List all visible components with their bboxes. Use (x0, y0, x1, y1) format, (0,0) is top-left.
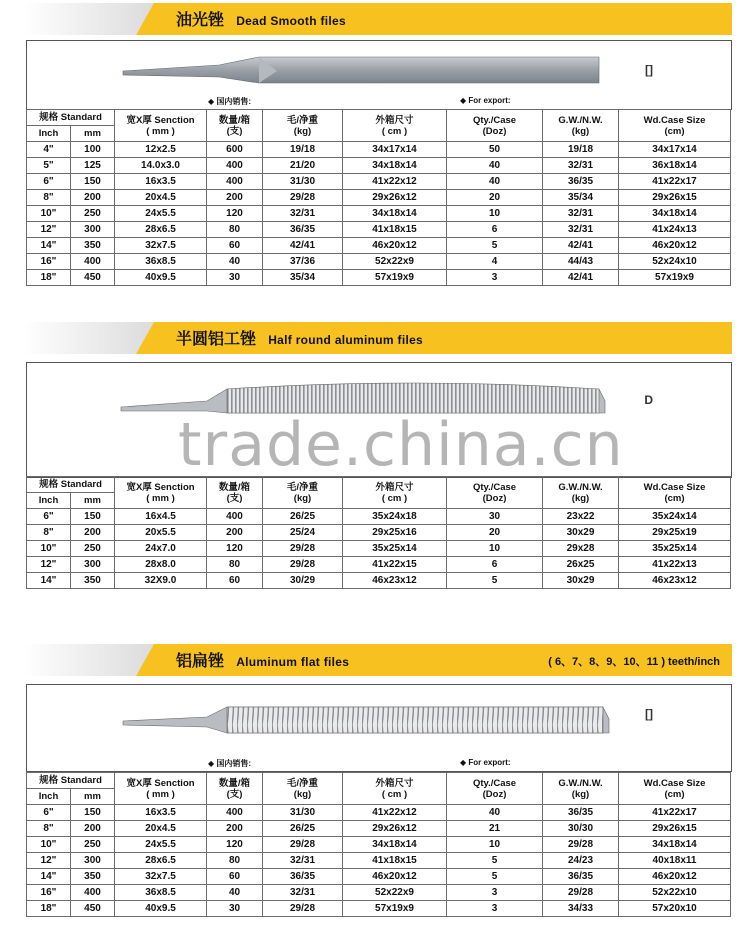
section-title (176, 8, 346, 32)
section-title-en: Dead Smooth files (236, 14, 346, 28)
table-cell: 19/18 (263, 142, 343, 158)
table-cell: 32X9.0 (115, 573, 207, 589)
table-cell: 21/20 (263, 158, 343, 174)
table-cell: 29x26x15 (619, 190, 731, 206)
table-row (27, 869, 731, 885)
teeth-per-inch-note: ( 6、7、8、9、10、11 ) teeth/inch (548, 656, 720, 668)
column-header: 宽X厚 Senction ( mm ) (115, 773, 207, 805)
table-cell: 40 (447, 174, 543, 190)
table-cell: 12" (27, 222, 71, 238)
table-cell: 20x5.5 (115, 525, 207, 541)
table-cell: 200 (71, 190, 115, 206)
table-cell: 35x25x14 (343, 541, 447, 557)
table-cell: 30/30 (543, 821, 619, 837)
table-cell: 46x23x12 (343, 573, 447, 589)
table-cell: 30/29 (263, 573, 343, 589)
table-cell: 36/35 (263, 222, 343, 238)
table-cell: 36/35 (543, 869, 619, 885)
table-cell: 23x22 (543, 509, 619, 525)
table-cell: 29/28 (543, 837, 619, 853)
table-cell: 52x22x10 (619, 885, 731, 901)
column-header: G.W./N.W. (kg) (543, 773, 619, 805)
table-cell: 29x25x19 (619, 525, 731, 541)
column-header: Wd.Case Size (cm) (619, 110, 731, 142)
table-cell: 30 (207, 901, 263, 917)
table-cell: 16" (27, 254, 71, 270)
table-cell: 34x17x14 (343, 142, 447, 158)
spec-table-dead-smooth (26, 109, 731, 286)
domestic-label: ◆ 国内销售: (208, 759, 252, 768)
table-cell: 6 (447, 557, 543, 573)
watermark: trade.china.cn (178, 410, 624, 480)
table-cell: 6" (27, 805, 71, 821)
table-cell: 29x26x12 (343, 190, 447, 206)
table-cell: 46x20x12 (619, 238, 731, 254)
table-cell: 41x22x12 (343, 174, 447, 190)
table-cell: 35/34 (263, 270, 343, 286)
table-cell: 120 (207, 541, 263, 557)
table-cell: 16" (27, 885, 71, 901)
table-cell: 36x8.5 (115, 885, 207, 901)
table-cell: 34x18x14 (343, 837, 447, 853)
table-cell: 36/35 (263, 869, 343, 885)
table-cell: 40 (447, 805, 543, 821)
column-header: Qty./Case (Doz) (447, 110, 543, 142)
aluminum-flat-file-illustration (27, 685, 731, 771)
table-cell: 10 (447, 837, 543, 853)
table-cell: 5 (447, 573, 543, 589)
table-cell: 29x26x12 (343, 821, 447, 837)
table-cell: 21 (447, 821, 543, 837)
table-cell: 400 (71, 885, 115, 901)
table-row (27, 206, 731, 222)
table-cell: 6" (27, 174, 71, 190)
table-cell: 14" (27, 869, 71, 885)
table-cell: 8" (27, 190, 71, 206)
table-cell: 18" (27, 901, 71, 917)
column-header: 规格 Standard (27, 773, 115, 789)
spec-table-half-round (26, 476, 731, 589)
column-header: mm (71, 126, 115, 142)
section-title-zh: 半圆铝工锉 (176, 329, 257, 348)
product-image-aluminum-flat (26, 684, 732, 772)
table-row (27, 222, 731, 238)
table-cell: 28x6.5 (115, 853, 207, 869)
section-title-zh: 油光锉 (176, 10, 225, 29)
table-cell: 8" (27, 821, 71, 837)
table-cell: 26x25 (543, 557, 619, 573)
column-header: Wd.Case Size (cm) (619, 773, 731, 805)
table-row (27, 509, 731, 525)
table-cell: 400 (207, 174, 263, 190)
table-cell: 40 (207, 254, 263, 270)
table-cell: 6" (27, 509, 71, 525)
table-cell: 29/28 (263, 901, 343, 917)
half-round-file-illustration (27, 363, 731, 477)
table-cell: 29/28 (263, 190, 343, 206)
table-cell: 31/30 (263, 174, 343, 190)
table-cell: 5 (447, 853, 543, 869)
table-cell: 29x26x15 (619, 821, 731, 837)
table-cell: 52x22x9 (343, 254, 447, 270)
column-header: 规格 Standard (27, 110, 115, 126)
domestic-label: ◆ 国内销售: (208, 97, 252, 106)
product-image-half-round (26, 362, 732, 478)
table-cell: 40 (207, 885, 263, 901)
table-cell: 14" (27, 573, 71, 589)
table-cell: 24/23 (543, 853, 619, 869)
column-header: 规格 Standard (27, 477, 115, 493)
table-cell: 5 (447, 869, 543, 885)
table-row (27, 174, 731, 190)
table-cell: 42/41 (543, 238, 619, 254)
column-header: Inch (27, 126, 71, 142)
table-cell: 10 (447, 206, 543, 222)
table-cell: 5 (447, 238, 543, 254)
table-cell: 80 (207, 222, 263, 238)
table-cell: 32x7.5 (115, 238, 207, 254)
table-cell: 30 (207, 270, 263, 286)
table-cell: 16x4.5 (115, 509, 207, 525)
column-header: 外箱尺寸 ( cm ) (343, 477, 447, 509)
column-header: Inch (27, 789, 71, 805)
table-cell: 12x2.5 (115, 142, 207, 158)
table-cell: 450 (71, 901, 115, 917)
column-header: Inch (27, 493, 71, 509)
table-cell: 200 (71, 525, 115, 541)
column-header: Qty./Case (Doz) (447, 477, 543, 509)
table-cell: 41x18x15 (343, 853, 447, 869)
table-row (27, 885, 731, 901)
export-label: ◆ For export: (460, 96, 511, 105)
table-cell: 200 (207, 525, 263, 541)
table-cell: 6 (447, 222, 543, 238)
table-row (27, 270, 731, 286)
table-cell: 3 (447, 270, 543, 286)
table-cell: 100 (71, 142, 115, 158)
table-cell: 450 (71, 270, 115, 286)
table-row (27, 837, 731, 853)
section-title-zh: 铝扁锉 (176, 651, 225, 670)
table-cell: 32/31 (543, 158, 619, 174)
table-cell: 200 (71, 821, 115, 837)
table-cell: 32/31 (543, 222, 619, 238)
table-cell: 57x19x9 (343, 901, 447, 917)
table-cell: 36x18x14 (619, 158, 731, 174)
table-cell: 19/18 (543, 142, 619, 158)
table-cell: 250 (71, 206, 115, 222)
table-cell: 31/30 (263, 805, 343, 821)
table-cell: 200 (207, 821, 263, 837)
table-cell: 57x19x9 (343, 270, 447, 286)
table-cell: 29x25x16 (343, 525, 447, 541)
column-header: 数量/箱 (支) (207, 110, 263, 142)
table-cell: 50 (447, 142, 543, 158)
table-cell: 4 (447, 254, 543, 270)
column-header: Wd.Case Size (cm) (619, 477, 731, 509)
table-row (27, 901, 731, 917)
cross-section-icon: D (644, 393, 653, 407)
table-cell: 14.0x3.0 (115, 158, 207, 174)
table-cell: 28x8.0 (115, 557, 207, 573)
table-cell: 30x29 (543, 573, 619, 589)
column-header: G.W./N.W. (kg) (543, 110, 619, 142)
section-title-en: Half round aluminum files (268, 333, 424, 347)
table-cell: 24x5.5 (115, 837, 207, 853)
table-cell: 400 (207, 805, 263, 821)
table-cell: 10" (27, 837, 71, 853)
table-cell: 20 (447, 525, 543, 541)
table-cell: 20x4.5 (115, 190, 207, 206)
flat-file-illustration (27, 41, 731, 109)
table-cell: 57x19x9 (619, 270, 731, 286)
table-cell: 60 (207, 238, 263, 254)
column-header: Qty./Case (Doz) (447, 773, 543, 805)
table-cell: 24x7.0 (115, 541, 207, 557)
table-row (27, 541, 731, 557)
table-cell: 40x9.5 (115, 901, 207, 917)
column-header: G.W./N.W. (kg) (543, 477, 619, 509)
table-cell: 36/35 (543, 805, 619, 821)
table-cell: 57x20x10 (619, 901, 731, 917)
table-cell: 10" (27, 206, 71, 222)
table-cell: 26/25 (263, 509, 343, 525)
table-cell: 250 (71, 541, 115, 557)
table-cell: 20 (447, 190, 543, 206)
table-cell: 40 (447, 158, 543, 174)
table-cell: 29/28 (263, 837, 343, 853)
table-cell: 350 (71, 869, 115, 885)
column-header: 外箱尺寸 ( cm ) (343, 110, 447, 142)
table-cell: 8" (27, 525, 71, 541)
section-title (176, 327, 423, 351)
table-cell: 35x24x18 (343, 509, 447, 525)
table-row (27, 158, 731, 174)
table-row (27, 190, 731, 206)
table-cell: 18" (27, 270, 71, 286)
table-cell: 42/41 (543, 270, 619, 286)
table-cell: 10" (27, 541, 71, 557)
table-cell: 16x3.5 (115, 805, 207, 821)
table-cell: 29/28 (543, 885, 619, 901)
table-cell: 80 (207, 557, 263, 573)
section-header-aluminum-flat (24, 644, 732, 676)
table-cell: 150 (71, 174, 115, 190)
table-cell: 5" (27, 158, 71, 174)
column-header: 毛/净重 (kg) (263, 110, 343, 142)
section-header-half-round (24, 322, 732, 354)
table-row (27, 525, 731, 541)
table-cell: 300 (71, 557, 115, 573)
table-cell: 35x25x14 (619, 541, 731, 557)
table-cell: 44/43 (543, 254, 619, 270)
table-cell: 42/41 (263, 238, 343, 254)
table-cell: 46x23x12 (619, 573, 731, 589)
table-row (27, 557, 731, 573)
table-cell: 52x24x10 (619, 254, 731, 270)
table-row (27, 853, 731, 869)
table-cell: 29x28 (543, 541, 619, 557)
table-cell: 125 (71, 158, 115, 174)
table-cell: 32/31 (263, 206, 343, 222)
table-cell: 10 (447, 541, 543, 557)
table-cell: 24x5.5 (115, 206, 207, 222)
table-cell: 60 (207, 573, 263, 589)
table-cell: 34x18x14 (619, 206, 731, 222)
table-cell: 29/28 (263, 541, 343, 557)
table-cell: 300 (71, 853, 115, 869)
table-cell: 40x18x11 (619, 853, 731, 869)
table-cell: 41x22x13 (619, 557, 731, 573)
table-cell: 600 (207, 142, 263, 158)
table-cell: 26/25 (263, 821, 343, 837)
table-row (27, 238, 731, 254)
table-cell: 200 (207, 190, 263, 206)
cross-section-icon: [] (645, 707, 653, 721)
table-cell: 32/31 (263, 853, 343, 869)
table-cell: 120 (207, 206, 263, 222)
table-cell: 30x29 (543, 525, 619, 541)
table-cell: 34x17x14 (619, 142, 731, 158)
table-cell: 16x3.5 (115, 174, 207, 190)
section-header-dead-smooth (24, 3, 732, 35)
export-label: ◆ For export: (460, 758, 511, 767)
column-header: mm (71, 493, 115, 509)
product-image-dead-smooth (26, 40, 732, 110)
column-header: 毛/净重 (kg) (263, 477, 343, 509)
table-row (27, 821, 731, 837)
table-cell: 28x6.5 (115, 222, 207, 238)
table-cell: 34x18x14 (343, 206, 447, 222)
table-row (27, 142, 731, 158)
table-cell: 120 (207, 837, 263, 853)
table-cell: 20x4.5 (115, 821, 207, 837)
table-cell: 41x22x17 (619, 805, 731, 821)
table-cell: 34x18x14 (619, 837, 731, 853)
table-cell: 35x24x14 (619, 509, 731, 525)
table-cell: 40x9.5 (115, 270, 207, 286)
column-header: mm (71, 789, 115, 805)
table-cell: 32/31 (543, 206, 619, 222)
table-cell: 80 (207, 853, 263, 869)
table-cell: 36x8.5 (115, 254, 207, 270)
table-row (27, 805, 731, 821)
table-cell: 46x20x12 (619, 869, 731, 885)
column-header: 数量/箱 (支) (207, 477, 263, 509)
column-header: 宽X厚 Senction ( mm ) (115, 110, 207, 142)
spec-table-aluminum-flat (26, 772, 731, 917)
table-cell: 46x20x12 (343, 869, 447, 885)
table-cell: 3 (447, 885, 543, 901)
table-cell: 150 (71, 509, 115, 525)
table-cell: 36/35 (543, 174, 619, 190)
table-cell: 350 (71, 573, 115, 589)
table-cell: 46x20x12 (343, 238, 447, 254)
table-cell: 150 (71, 805, 115, 821)
table-cell: 32x7.5 (115, 869, 207, 885)
table-cell: 400 (207, 158, 263, 174)
table-cell: 29/28 (263, 557, 343, 573)
cross-section-icon: [] (645, 63, 653, 77)
table-cell: 41x18x15 (343, 222, 447, 238)
column-header: 外箱尺寸 ( cm ) (343, 773, 447, 805)
table-cell: 60 (207, 869, 263, 885)
table-cell: 25/24 (263, 525, 343, 541)
table-cell: 32/31 (263, 885, 343, 901)
table-cell: 350 (71, 238, 115, 254)
column-header: 数量/箱 (支) (207, 773, 263, 805)
table-cell: 14" (27, 238, 71, 254)
column-header: 毛/净重 (kg) (263, 773, 343, 805)
table-cell: 250 (71, 837, 115, 853)
table-cell: 34/33 (543, 901, 619, 917)
table-cell: 12" (27, 853, 71, 869)
section-title (176, 649, 349, 673)
table-row (27, 573, 731, 589)
table-cell: 41x22x12 (343, 805, 447, 821)
table-cell: 41x22x15 (343, 557, 447, 573)
table-cell: 400 (207, 509, 263, 525)
table-cell: 30 (447, 509, 543, 525)
table-cell: 300 (71, 222, 115, 238)
table-cell: 400 (71, 254, 115, 270)
table-cell: 3 (447, 901, 543, 917)
table-cell: 37/36 (263, 254, 343, 270)
section-title-en: Aluminum flat files (236, 655, 350, 669)
table-cell: 4" (27, 142, 71, 158)
table-cell: 41x22x17 (619, 174, 731, 190)
table-cell: 52x22x9 (343, 885, 447, 901)
table-cell: 12" (27, 557, 71, 573)
table-row (27, 254, 731, 270)
table-cell: 35/34 (543, 190, 619, 206)
table-cell: 34x18x14 (343, 158, 447, 174)
table-cell: 41x24x13 (619, 222, 731, 238)
column-header: 宽X厚 Senction ( mm ) (115, 477, 207, 509)
